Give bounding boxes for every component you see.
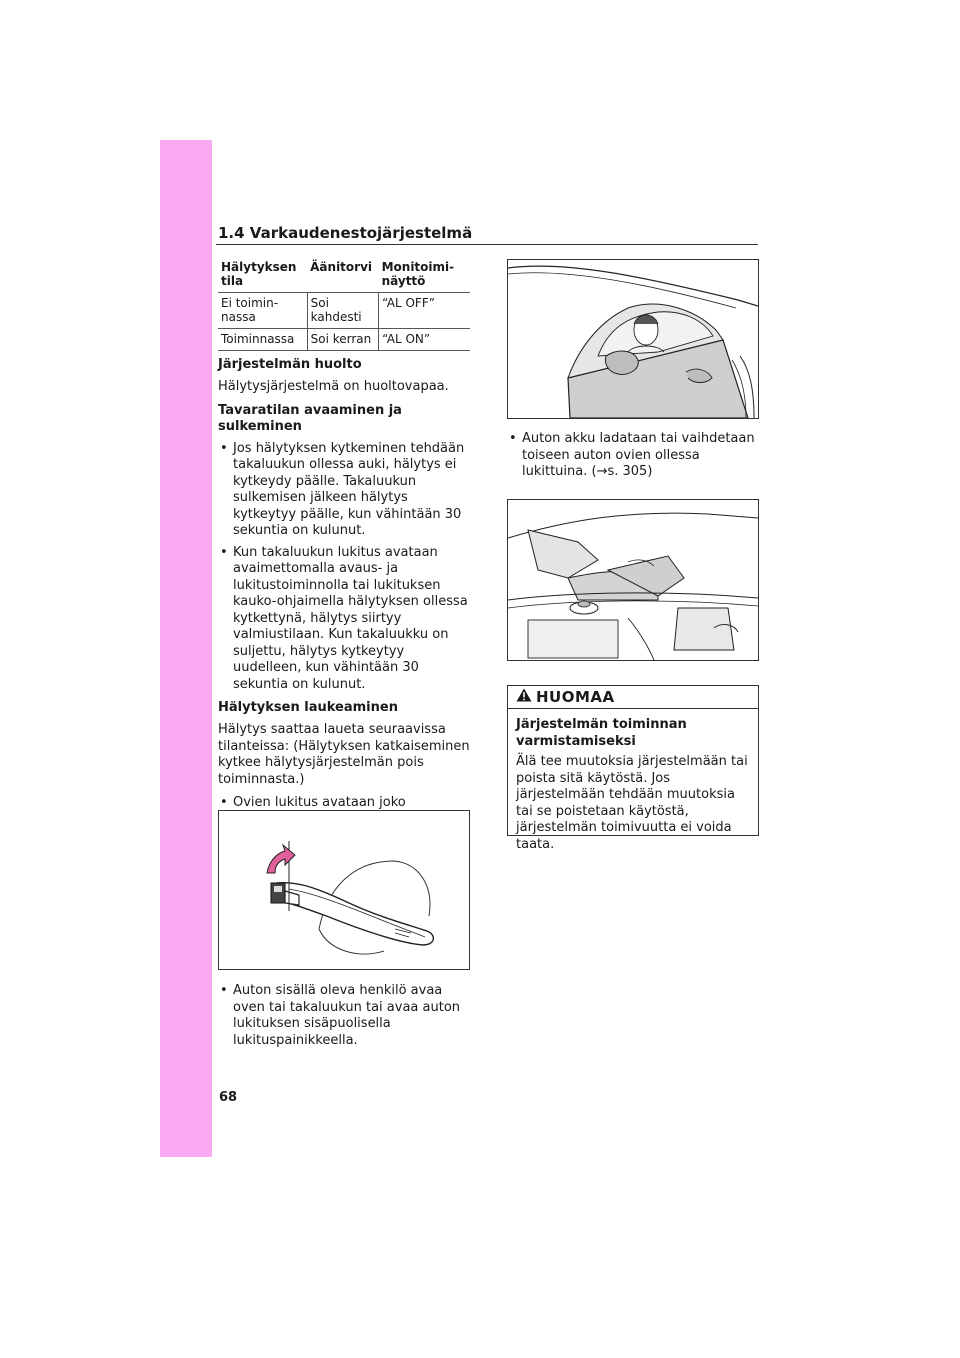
maintenance-text: Hälytysjärjestelmä on huoltovapaa. (218, 379, 449, 394)
list-item: • Auton akku ladataan tai vaihdetaan toiseen auton ovien ollessa lukittuina. (→s. 305) (507, 431, 759, 481)
trunk-bullet-list (218, 441, 470, 694)
battery-bullet-list (507, 431, 759, 481)
list-item: • Ovien lukitus avataan joko (218, 795, 470, 845)
table-cell: Soi kahdesti (307, 293, 378, 329)
section-title: 1.4 Varkaudenestojärjestelmä (218, 224, 473, 242)
notice-header (508, 686, 758, 709)
list-item: • Auton sisällä oleva henkilö avaa oven tai takaluukun tai avaa auton lukituksen sisäpuolisella lukituspainikkeella. (218, 983, 470, 1049)
left-column (218, 258, 470, 852)
table-row (218, 329, 470, 351)
notice-label: HUOMAA (536, 688, 615, 706)
table-cell: Ei toimin-nassa (218, 293, 307, 329)
engine-bay-illustration (507, 499, 759, 661)
maintenance-heading: Järjestelmän huolto (218, 357, 362, 372)
triggering-text: Hälytys saattaa laueta seuraavissa tilanteissa: (Hälytyksen katkaiseminen kytkee hälytysjärjestelmän pois toiminnasta.) (218, 722, 470, 787)
table-header-cell: Hälytyksen tila (218, 258, 307, 293)
notice-text: Älä tee muutoksia järjestelmään tai poista sitä käytöstä. Jos järjestelmään tehdään muutoksia tai se poistetaan käytöstä, järjestelmän toimivuutta ei voida taata. (516, 754, 748, 852)
warning-triangle-icon (516, 688, 536, 706)
notice-heading: Järjestelmän toiminnan varmistamiseksi (516, 717, 687, 749)
after-figure-text (218, 983, 470, 1056)
table-cell: Soi kerran (307, 329, 378, 351)
curved-arrow-icon (267, 845, 295, 873)
triggering-heading: Hälytyksen laukeaminen (218, 700, 398, 715)
battery-text (507, 431, 759, 488)
table-header-row (218, 258, 470, 293)
notice-box (507, 685, 759, 852)
table-cell: “AL OFF” (379, 293, 470, 329)
table-row (218, 293, 470, 329)
trunk-heading: Tavaratilan avaaminen ja sulkeminen (218, 402, 402, 434)
page-number: 68 (219, 1090, 238, 1105)
car-interior-illustration (507, 259, 759, 419)
door-handle-illustration (218, 810, 470, 970)
table-header-cell: Äänitorvi (307, 258, 378, 293)
side-color-band (160, 140, 212, 1157)
section-rule (216, 244, 758, 245)
list-item: • Jos hälytyksen kytkeminen tehdään takaluukun ollessa auki, hälytys ei kytkeydy päälle. Takaluukun sulkemisen jälkeen hälytys kytkeytyy päälle, kun vähintään 30 sekuntia on kulunut. (218, 441, 470, 540)
table-header-cell: Monitoimi-näyttö (379, 258, 470, 293)
table-cell: “AL ON” (379, 329, 470, 351)
list-item: • Kun takaluukun lukitus avataan avaimettomalla avaus- ja lukitustoiminnolla tai lukituksen kauko-ohjaimella hälytyksen ollessa kytkettynä, hälytys siirtyy valmiustilaan. Kun takaluukku on suljettu, hälytys kytkeytyy uudelleen, kun vähintään 30 sekuntia on kulunut. (218, 545, 470, 694)
triggering-bullet-list-2 (218, 983, 470, 1049)
table-cell: Toiminnassa (218, 329, 307, 351)
alarm-status-table (218, 258, 470, 351)
notice-body (508, 709, 758, 861)
